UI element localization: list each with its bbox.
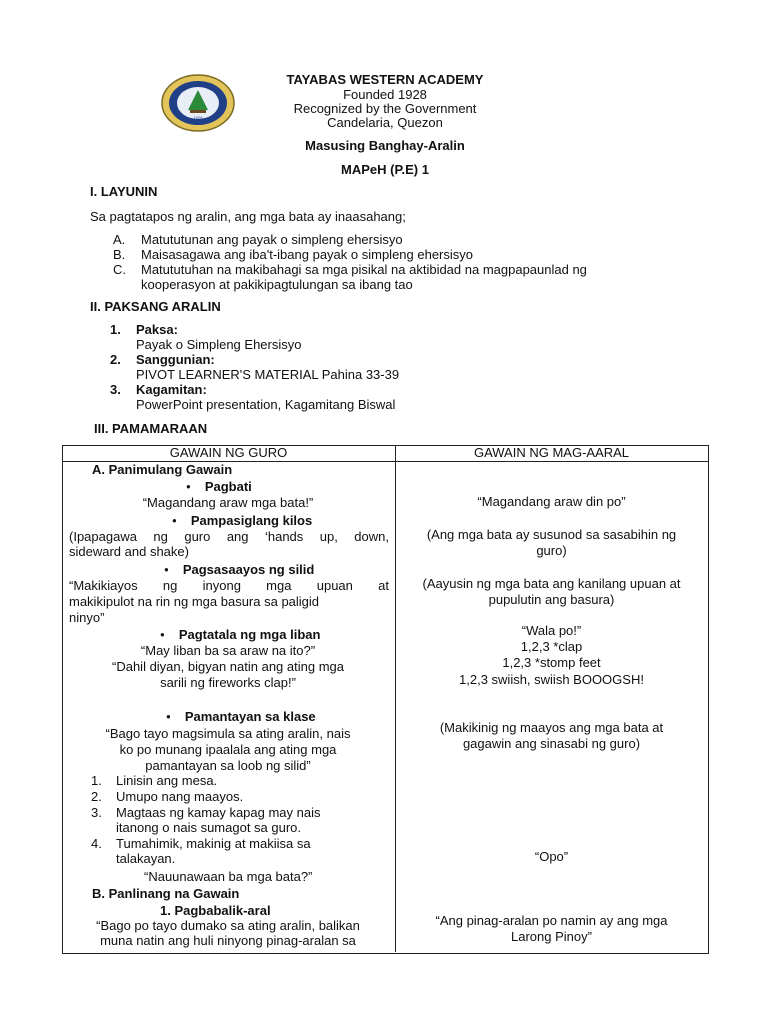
rules-list — [91, 773, 381, 866]
student-response-2: guro) — [536, 543, 567, 558]
rule-item: 3. Magtaas ng kamay kapag may nais itanong o nais sumagot sa guro. — [91, 805, 321, 835]
svg-text:1928: 1928 — [193, 115, 203, 120]
paksang-aralin-list — [110, 322, 610, 412]
column-header-mag-aaral: GAWAIN NG MAG-AARAL — [473, 445, 630, 460]
pagtatala-line: sarili ng fireworks clap!” — [160, 675, 296, 690]
kagamitan-item: 3. Kagamitan: PowerPoint presentation, Kagamitang Biswal — [110, 382, 396, 412]
pampasigla-heading: ● Pampasiglang kilos — [172, 513, 312, 530]
student-response-7: “Ang pinag-aralan po namin ay ang mga — [435, 913, 668, 928]
recognized-text: Recognized by the Government — [293, 101, 477, 116]
pagtatala-line: “Dahil diyan, bigyan natin ang ating mga — [112, 659, 344, 674]
pagsasaayos-line: “Makikiayos ng inyong mga upuan at — [69, 578, 389, 593]
pagsasaayos-line: makikipulot na rin ng mga basura sa paligid — [69, 594, 320, 609]
student-response-5: gagawin ang sinasabi ng guro) — [462, 736, 641, 751]
column-header-guro: GAWAIN NG GURO — [169, 445, 288, 460]
pagbabalik-line: muna natin ang huli ninyong pinag-aralan sa — [100, 933, 356, 948]
paksang-aralin-heading: II. PAKSANG ARALIN — [90, 299, 221, 314]
naunawaan-line: “Nauunawaan ba mga bata?” — [144, 869, 313, 884]
student-response-2: (Ang mga bata ay susunod sa sasabihin ng — [426, 527, 677, 542]
student-response-1: “Magandang araw din po” — [477, 494, 626, 509]
pagtatala-heading: ● Pagtatala ng mga liban — [160, 627, 320, 644]
location-text: Candelaria, Quezon — [327, 115, 443, 130]
pamantayan-heading: ● Pamantayan sa klase — [166, 709, 316, 726]
pagsasaayos-line: ninyo” — [69, 610, 105, 625]
student-response-7: Larong Pinoy” — [511, 929, 592, 944]
student-response-6: “Opo” — [534, 849, 569, 864]
pagsasaayos-heading: ● Pagsasaayos ng silid — [164, 562, 314, 579]
pagbati-heading: ● Pagbati — [186, 479, 252, 496]
student-response-4: 1,2,3 *clap — [520, 639, 583, 654]
pamantayan-line: pamantayan sa loob ng silid” — [145, 758, 311, 773]
rule-item: 1. Linisin ang mesa. — [91, 773, 218, 788]
pamamaraan-heading: III. PAMAMARAAN — [94, 421, 208, 436]
sanggunian-item: 2. Sanggunian: PIVOT LEARNER'S MATERIAL Pahina 33-39 — [110, 352, 400, 382]
student-response-4: 1,2,3 *stomp feet — [502, 655, 601, 670]
paksa-item: 1. Paksa: Payak o Simpleng Ehersisyo — [110, 322, 302, 352]
layunin-heading: I. LAYUNIN — [90, 184, 158, 199]
pagtatala-line: “May liban ba sa araw na ito?” — [140, 643, 316, 658]
panlinang-gawain-heading: B. Panlinang na Gawain — [92, 886, 240, 901]
layunin-item: A. Matututunan ang payak o simpleng ehersisyo — [113, 232, 403, 247]
student-response-5: (Makikinig ng maayos ang mga bata at — [439, 720, 664, 735]
rule-item: 2. Umupo nang maayos. — [91, 789, 244, 804]
student-response-3: (Aayusin ng mga bata ang kanilang upuan at — [422, 576, 681, 591]
layunin-item: C. Matututuhan na makibahagi sa mga pisikal na aktibidad na magpapaunlad ng kooperasyon at pakikipagtulungan sa ibang tao — [113, 262, 587, 292]
pamantayan-line: ko po munang ipaalala ang ating mga — [119, 742, 337, 757]
layunin-list — [113, 232, 673, 292]
student-response-3: pupulutin ang basura) — [488, 592, 615, 607]
subject-title: MAPeH (P.E) 1 — [341, 162, 429, 177]
layunin-item: B. Maisasagawa ang iba't-ibang payak o simpleng ehersisyo — [113, 247, 474, 262]
panimulang-gawain-heading: A. Panimulang Gawain — [92, 462, 233, 477]
pampasigla-line: (Ipapagawa ng guro ang ‘hands up, down, — [69, 529, 389, 544]
pagbabalik-line: “Bago po tayo dumako sa ating aralin, balikan — [96, 918, 360, 933]
school-name: TAYABAS WESTERN ACADEMY — [286, 72, 484, 87]
column-divider — [395, 445, 396, 952]
student-response-4: “Wala po!” — [521, 623, 582, 638]
pagbati-line: “Magandang araw mga bata!” — [142, 495, 314, 510]
pagbabalik-aral-heading: 1. Pagbabalik-aral — [160, 903, 271, 918]
layunin-intro: Sa pagtatapos ng aralin, ang mga bata ay inaasahang; — [90, 209, 406, 224]
document-title: Masusing Banghay-Aralin — [305, 138, 465, 153]
pamantayan-line: “Bago tayo magsimula sa ating aralin, nais — [105, 726, 351, 741]
founded-text: Founded 1928 — [343, 87, 427, 102]
student-response-4: 1,2,3 swiish, swiish BOOOGSH! — [459, 672, 644, 687]
rule-item: 4. Tumahimik, makinig at makiisa sa talakayan. — [91, 836, 311, 866]
pampasigla-line: sideward and shake) — [69, 544, 189, 559]
